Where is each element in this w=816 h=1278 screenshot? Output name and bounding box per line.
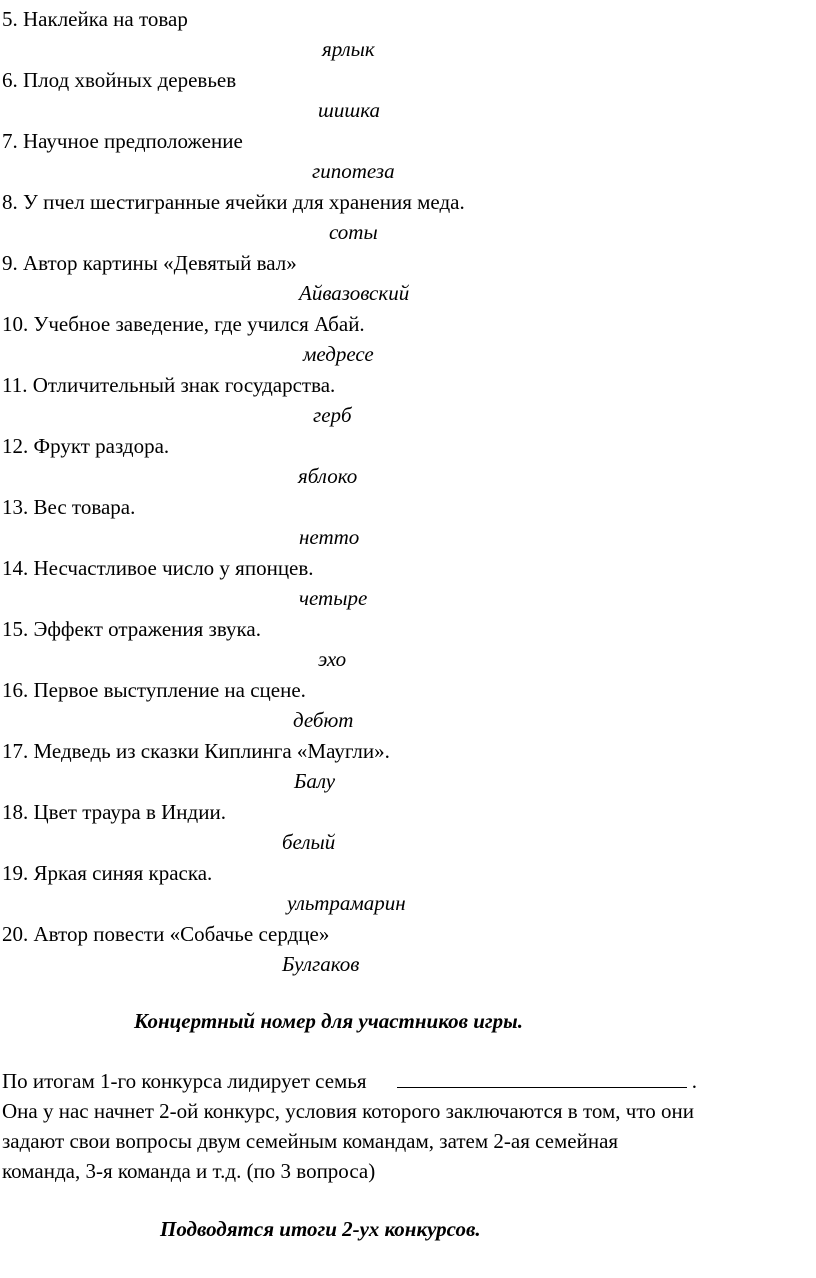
qa-item-10	[2, 309, 812, 370]
qa-item-5	[2, 4, 812, 65]
answer-text: Айвазовский	[299, 281, 410, 305]
qa-item-19	[2, 858, 812, 919]
qa-item-15	[2, 614, 812, 675]
answer-text: четыре	[299, 586, 368, 610]
concert-heading: Концертный номер для участников игры.	[134, 1009, 523, 1033]
answer-text: соты	[329, 220, 378, 244]
question-text: 12. Фрукт раздора.	[2, 434, 170, 458]
qa-item-13	[2, 492, 812, 553]
question-text: 9. Автор картины «Девятый вал»	[2, 251, 297, 275]
qa-item-7	[2, 126, 812, 187]
question-text: 13. Вес товара.	[2, 495, 136, 519]
qa-item-8	[2, 187, 812, 248]
question-text: 20. Автор повести «Собачье сердце»	[2, 922, 330, 946]
qa-item-20	[2, 919, 812, 980]
family-name-blank	[397, 1067, 687, 1088]
qa-item-17	[2, 736, 812, 797]
qa-item-18	[2, 797, 812, 858]
answer-text: шишка	[318, 98, 381, 122]
paragraph-line-1	[2, 1066, 814, 1096]
answer-text: ярлык	[322, 37, 375, 61]
qa-item-16	[2, 675, 812, 736]
question-text: 7. Научное предположение	[2, 129, 243, 153]
leader-family-suffix: .	[686, 1069, 698, 1093]
question-text: 6. Плод хвойных деревьев	[2, 68, 237, 92]
answer-text: яблоко	[298, 464, 358, 488]
qa-item-9	[2, 248, 812, 309]
answer-text: ультрамарин	[287, 891, 406, 915]
question-text: 16. Первое выступление на сцене.	[2, 678, 306, 702]
answer-text: гипотеза	[312, 159, 395, 183]
question-text: 17. Медведь из сказки Киплинга «Маугли».	[2, 739, 390, 763]
answer-text: белый	[282, 830, 336, 854]
paragraph-line-4: команда, 3-я команда и т.д. (по 3 вопроса)	[2, 1159, 376, 1183]
question-text: 15. Эффект отражения звука.	[2, 617, 261, 641]
question-answer-list	[2, 4, 812, 980]
answer-text: нетто	[299, 525, 360, 549]
question-text: 14. Несчастливое число у японцев.	[2, 556, 314, 580]
results-heading: Подводятся итоги 2-ух конкурсов.	[160, 1217, 481, 1241]
question-text: 10. Учебное заведение, где учился Абай.	[2, 312, 365, 336]
answer-text: Балу	[294, 769, 336, 793]
paragraph-line-2: Она у нас начнет 2-ой конкурс, условия которого заключаются в том, что они	[2, 1099, 694, 1123]
qa-item-6	[2, 65, 812, 126]
question-text: 11. Отличительный знак государства.	[2, 373, 336, 397]
answer-text: эхо	[318, 647, 347, 671]
question-text: 5. Наклейка на товар	[2, 7, 188, 31]
answer-text: медресе	[303, 342, 374, 366]
paragraph-line-3: задают свои вопросы двум семейным командам, затем 2-ая семейная	[2, 1129, 619, 1153]
answer-text: герб	[313, 403, 352, 427]
answer-text: Булгаков	[282, 952, 360, 976]
qa-item-12	[2, 431, 812, 492]
qa-item-14	[2, 553, 812, 614]
question-text: 8. У пчел шестигранные ячейки для хранения меда.	[2, 190, 465, 214]
contest-paragraph	[2, 1066, 814, 1186]
question-text: 18. Цвет траура в Индии.	[2, 800, 226, 824]
question-text: 19. Яркая синяя краска.	[2, 861, 213, 885]
qa-item-11	[2, 370, 812, 431]
leader-family-text: По итогам 1-го конкурса лидирует семья	[2, 1069, 367, 1093]
answer-text: дебют	[293, 708, 354, 732]
